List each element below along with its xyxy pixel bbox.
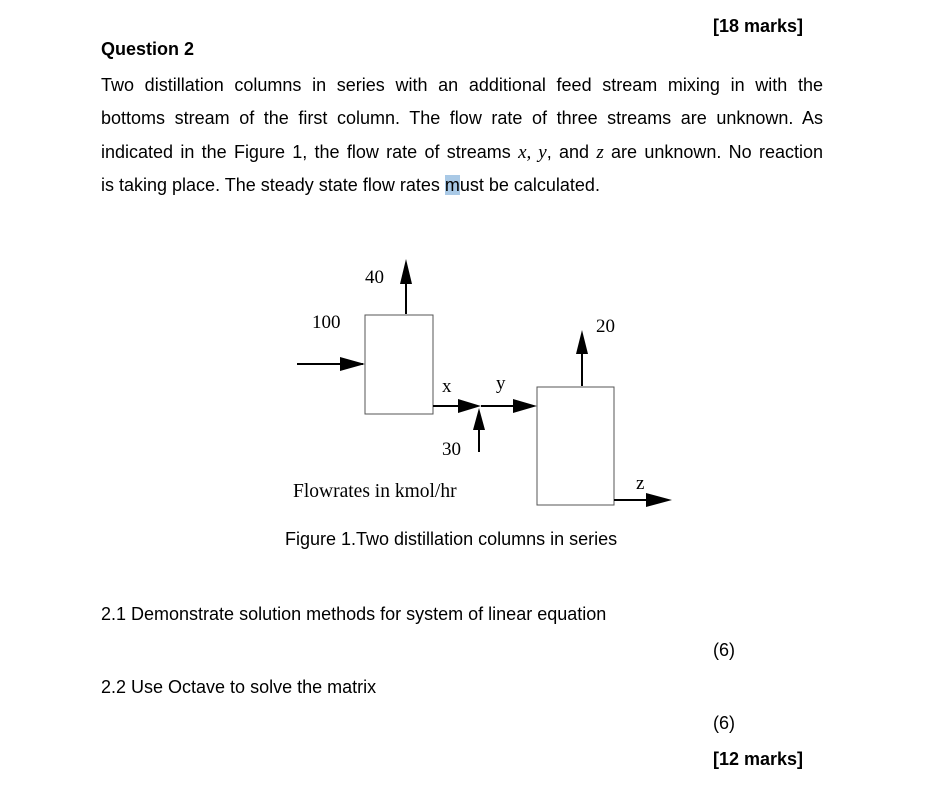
subquestion-2-1-marks: (6) [713, 640, 735, 660]
distillation-figure [280, 250, 690, 515]
label-units: Flowrates in kmol/hr [293, 481, 457, 502]
paragraph-line-1: Two distillation columns in series with an additional feed stream mixing in with the [101, 75, 823, 95]
variable-separator: , [526, 141, 539, 163]
total-marks-footer: [12 marks] [713, 749, 804, 769]
text-selection-highlight[interactable]: m [444, 174, 460, 195]
label-feed-100: 100 [312, 312, 341, 333]
subquestion-2-2: 2.2 Use Octave to solve the matrix [101, 677, 377, 697]
stream-y-arrowhead [513, 399, 537, 413]
paragraph-line-2: bottoms stream of the first column. The flow rate of three streams are unknown. As [101, 108, 823, 129]
top-product-1-arrowhead [400, 259, 412, 284]
subquestion-2-2-marks: (6) [713, 713, 735, 733]
paragraph-line-3-part-c: are unknown. No reaction [603, 141, 824, 162]
top-product-2-arrowhead [576, 330, 588, 354]
label-stream-x: x [442, 376, 452, 397]
paragraph-line-3-part-a: indicated in the Figure 1, the flow rate of streams [101, 141, 519, 162]
subquestion-2-1: 2.1 Demonstrate solution methods for system of linear equation [101, 604, 607, 624]
variable-y: y [538, 141, 547, 163]
paragraph-line-4-part-a: is taking place. The steady state flow rates [101, 174, 445, 195]
label-stream-z: z [636, 473, 645, 494]
label-stream-y: y [496, 373, 506, 394]
paragraph-line-4 [101, 169, 823, 202]
column-2 [537, 387, 614, 505]
question-title: Question 2 [101, 39, 195, 59]
figure-caption: Figure 1.Two distillation columns in series [285, 529, 618, 549]
label-extra-feed-30: 30 [442, 439, 461, 460]
column-1 [365, 315, 433, 414]
stream-x-arrowhead [458, 399, 481, 413]
distillation-diagram [280, 250, 690, 515]
label-top-40: 40 [365, 267, 384, 288]
extra-feed-arrowhead [473, 408, 485, 430]
stream-z-arrowhead [646, 493, 672, 507]
paragraph-line-3 [101, 136, 823, 169]
label-top-20: 20 [596, 316, 615, 337]
paragraph-line-4-part-b: ust be calculated. [459, 174, 600, 195]
question-paragraph [101, 69, 823, 202]
feed-arrowhead [340, 357, 365, 371]
paragraph-line-3-part-b: , and [546, 141, 597, 162]
variable-x: x [518, 141, 527, 163]
total-marks-header: [18 marks] [713, 16, 804, 36]
variable-z: z [596, 141, 604, 163]
